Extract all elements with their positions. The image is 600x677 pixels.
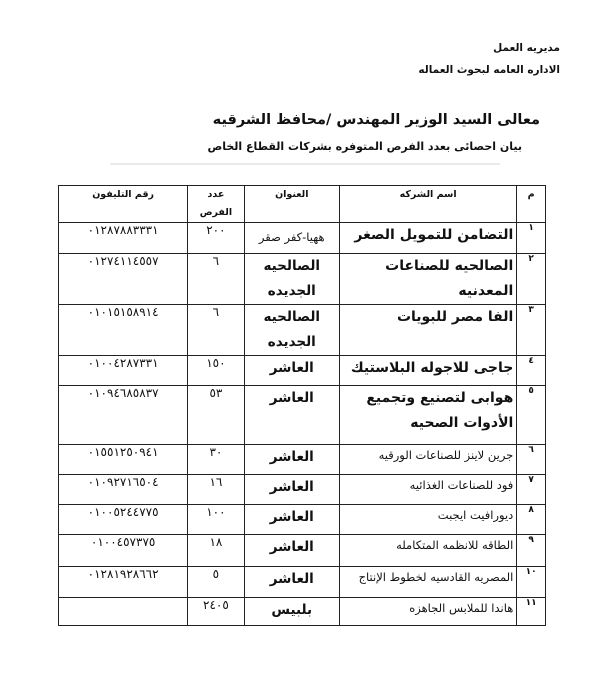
phone-number: ٠١٠٠٤٢٨٧٣٣١ (59, 356, 188, 386)
column-header-num: م (517, 186, 546, 223)
row-num: ١١ (517, 598, 546, 626)
jobs-count: ٢٠٠ (188, 223, 244, 254)
row-num: ٧ (517, 475, 546, 505)
document-subject: بيان احصائى بعدد الفرص المتوفره بشركات القطاع الخاص (207, 140, 522, 153)
company-address: العاشر (244, 445, 339, 475)
phone-number: ٠١٠٠٤٥٧٣٧٥ (59, 535, 188, 567)
jobs-count: ٢٤٠٥ (188, 598, 244, 626)
table-row (59, 386, 546, 445)
company-name: الطاقه للانظمه المتكامله (339, 535, 516, 567)
phone-number: ٠١٠٩٤٦٨٥٨٣٧ (59, 386, 188, 445)
company-address: العاشر (244, 356, 339, 386)
table-row (59, 223, 546, 254)
table-row (59, 535, 546, 567)
jobs-count: ٥٣ (188, 386, 244, 445)
table-row (59, 567, 546, 598)
phone-number: ٠١٠٠٥٢٤٤٧٧٥ (59, 505, 188, 535)
row-num: ٢ (517, 254, 546, 305)
jobs-count: ١٠٠ (188, 505, 244, 535)
column-header-phone: رقم التليفون (59, 186, 188, 223)
jobs-count: ٦ (188, 254, 244, 305)
company-name: هاندا للملابس الجاهزه (339, 598, 516, 626)
company-name: الفا مصر للبويات (339, 305, 516, 356)
jobs-count: ٥ (188, 567, 244, 598)
table-row (59, 475, 546, 505)
table-row (59, 356, 546, 386)
jobs-count: ١٨ (188, 535, 244, 567)
company-name: ديورافيت ايجبت (339, 505, 516, 535)
directorate-label: مديريه العمل (493, 42, 560, 54)
company-address: العاشر (244, 535, 339, 567)
row-num: ٤ (517, 356, 546, 386)
table-header-row (59, 186, 546, 223)
company-address: العاشر (244, 386, 339, 445)
company-address: العاشر (244, 505, 339, 535)
table-row (59, 254, 546, 305)
phone-number: ٠١٠١٥١٥٨٩١٤ (59, 305, 188, 356)
phone-number: ٠١٥٥١٢٥٠٩٤١ (59, 445, 188, 475)
faded-bleed-through-line (110, 163, 500, 165)
row-num: ٥ (517, 386, 546, 445)
phone-number: ٠١٠٩٢٧١٦٥٠٤ (59, 475, 188, 505)
row-num: ٣ (517, 305, 546, 356)
row-num: ٨ (517, 505, 546, 535)
column-header-address: العنوان (244, 186, 339, 223)
table-row (59, 505, 546, 535)
job-opportunities-table (58, 185, 546, 626)
table-row (59, 445, 546, 475)
company-name: جرين لاينز للصناعات الورقيه (339, 445, 516, 475)
column-header-jobs: عدد الفرص (188, 186, 244, 223)
company-name: التضامن للتمويل الصغر (339, 223, 516, 254)
company-address: ههيا-كفر صقر (244, 223, 339, 254)
phone-number: ٠١٢٧٤١١٤٥٥٧ (59, 254, 188, 305)
column-header-company: اسم الشركه (339, 186, 516, 223)
phone-number: ٠١٢٨١٩٢٨٦٦٢ (59, 567, 188, 598)
row-num: ٦ (517, 445, 546, 475)
jobs-count: ١٥٠ (188, 356, 244, 386)
row-num: ١٠ (517, 567, 546, 598)
company-address: الصالحيه الجديده (244, 254, 339, 305)
table-row (59, 305, 546, 356)
company-name: هوابى لتصنيع وتجميع الأدوات الصحيه (339, 386, 516, 445)
jobs-count: ١٦ (188, 475, 244, 505)
jobs-count: ٦ (188, 305, 244, 356)
phone-number: ٠١٢٨٧٨٨٣٣٣١ (59, 223, 188, 254)
company-name: فود للصناعات الغذائيه (339, 475, 516, 505)
addressee-heading: معالى السيد الوزير المهندس /محافظ الشرقيه (212, 112, 540, 128)
jobs-count: ٣٠ (188, 445, 244, 475)
row-num: ١ (517, 223, 546, 254)
company-name: الصالحيه للصناعات المعدنيه (339, 254, 516, 305)
company-address: العاشر (244, 475, 339, 505)
company-address: بلبيس (244, 598, 339, 626)
company-name: جاجى للاجوله البلاستيك (339, 356, 516, 386)
row-num: ٩ (517, 535, 546, 567)
phone-number (59, 598, 188, 626)
table-row (59, 598, 546, 626)
company-address: الصالحيه الجديده (244, 305, 339, 356)
company-address: العاشر (244, 567, 339, 598)
company-name: المصريه القادسيه لخطوط الإنتاج (339, 567, 516, 598)
department-label: الاداره العامه لبحوث العماله (418, 64, 560, 76)
